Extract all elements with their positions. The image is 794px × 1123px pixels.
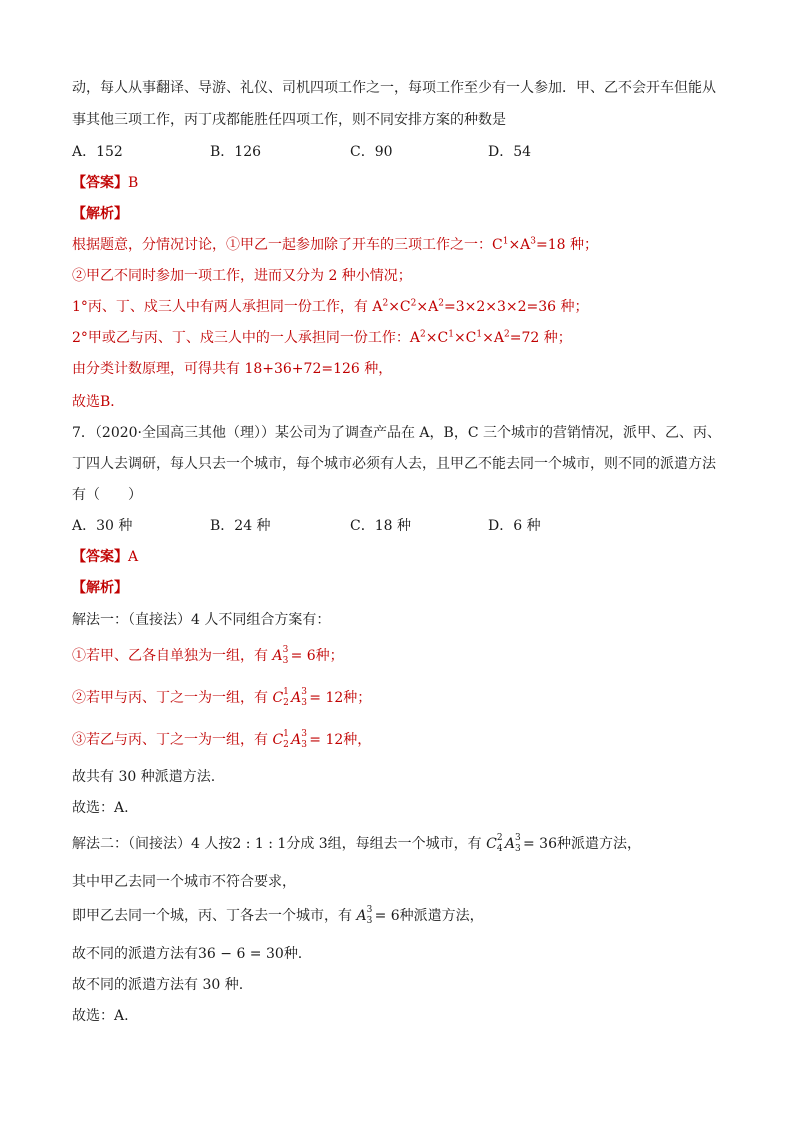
q7-option-c: C．18 种 — [350, 518, 411, 534]
answer-tag: 【答案】 — [72, 549, 128, 565]
q7-method2-line2: 其中甲乙去同一个城市不符合要求， — [72, 874, 296, 890]
q7-method1-title: 解法一：（直接法）4 人不同组合方案有： — [72, 612, 331, 628]
q6-answer — [72, 173, 138, 193]
q7-method1-case1: ①若甲、乙各自单独为一组，有 A 3 3 = 6种； — [72, 645, 344, 666]
q6-analysis-4: 2°甲或乙与丙、丁、戍三人中的一人承担同一份工作：$A^2\times C^1\times C^1\times A^2=72$ 种； — [72, 329, 572, 346]
q7-stem-line1: 7．（2020·全国高三其他（理））某公司为了调查产品在 A，B，C 三个城市的营销情况，派甲、乙、丙、 — [72, 425, 721, 441]
q7-stem-line3: 有（ ） — [72, 487, 142, 503]
q7-answer — [72, 547, 138, 567]
q6-options — [72, 142, 531, 162]
q6-stem-line1: 动，每人从事翻译、导游、礼仪、司机四项工作之一，每项工作至少有一人参加．甲、乙不会开车但能从 — [72, 80, 716, 96]
q7-method1-total: 故共有 30 种派遣方法. — [72, 769, 216, 785]
q7-method2-choice: 故选：A. — [72, 1008, 129, 1024]
analysis-tag: 【解析】 — [72, 580, 128, 596]
answer-value: A — [128, 549, 139, 565]
q6-option-b: B．126 — [210, 144, 262, 160]
q7-method2-line4: 故不同的派遣方法有36 − 6 = 30种. — [72, 946, 303, 962]
q6-analysis-3: 1°丙、丁、戍三人中有两人承担同一份工作，有 $A^2\times C^2\times A^2=3\times 2\times 3\times 2=36$ 种； — [72, 298, 589, 315]
q7-method2-line3: 即甲乙去同一个城，丙、丁各去一个城市，有 A 3 3 = 6种派遣方法， — [72, 905, 484, 926]
q7-options — [72, 516, 541, 536]
q6-stem-line2: 事其他三项工作，丙丁戌都能胜任四项工作，则不同安排方案的种数是 — [72, 112, 506, 128]
answer-value: B — [128, 175, 139, 191]
q6-option-a: A．152 — [72, 144, 123, 160]
q7-option-a: A．30 种 — [72, 518, 133, 534]
q6-analysis-2: ②甲乙不同时参加一项工作，进而又分为 2 种小情况； — [72, 268, 412, 284]
q6-option-c: C．90 — [350, 144, 393, 160]
q7-method1-choice: 故选：A. — [72, 800, 129, 816]
q7-option-b: B．24 种 — [210, 518, 271, 534]
q7-option-d: D．6 种 — [488, 518, 541, 534]
analysis-tag: 【解析】 — [72, 206, 128, 222]
q6-option-d: D．54 — [488, 144, 532, 160]
q7-method1-case3: ③若乙与丙、丁之一为一组，有 C 1 2 A 3 3 = 12种， — [72, 729, 372, 750]
q7-method2-title: 解法二：（间接法）4 人按2 : 1 : 1分成 3组，每组去一个城市，有 C 2 4 A 3 3 = 36种派遣方法， — [72, 833, 641, 854]
q7-method1-case2: ②若甲与丙、丁之一为一组，有 C 1 2 A 3 3 = 12种； — [72, 687, 372, 708]
q7-method2-line5: 故不同的派遣方法有 30 种. — [72, 977, 244, 993]
q6-analysis-5: 由分类计数原理，可得共有 18+36+72=126 种， — [72, 361, 393, 377]
q7-stem-line2: 丁四人去调研，每人只去一个城市，每个城市必须有人去，且甲乙不能去同一个城市，则不同的派遣方法 — [72, 456, 716, 472]
q6-analysis-1: 根据题意，分情况讨论，①甲乙一起参加除了开车的三项工作之一：$C^1\times A^3=18$ 种； — [72, 236, 599, 253]
q6-analysis-6: 故选B． — [72, 394, 125, 410]
answer-tag: 【答案】 — [72, 175, 128, 191]
